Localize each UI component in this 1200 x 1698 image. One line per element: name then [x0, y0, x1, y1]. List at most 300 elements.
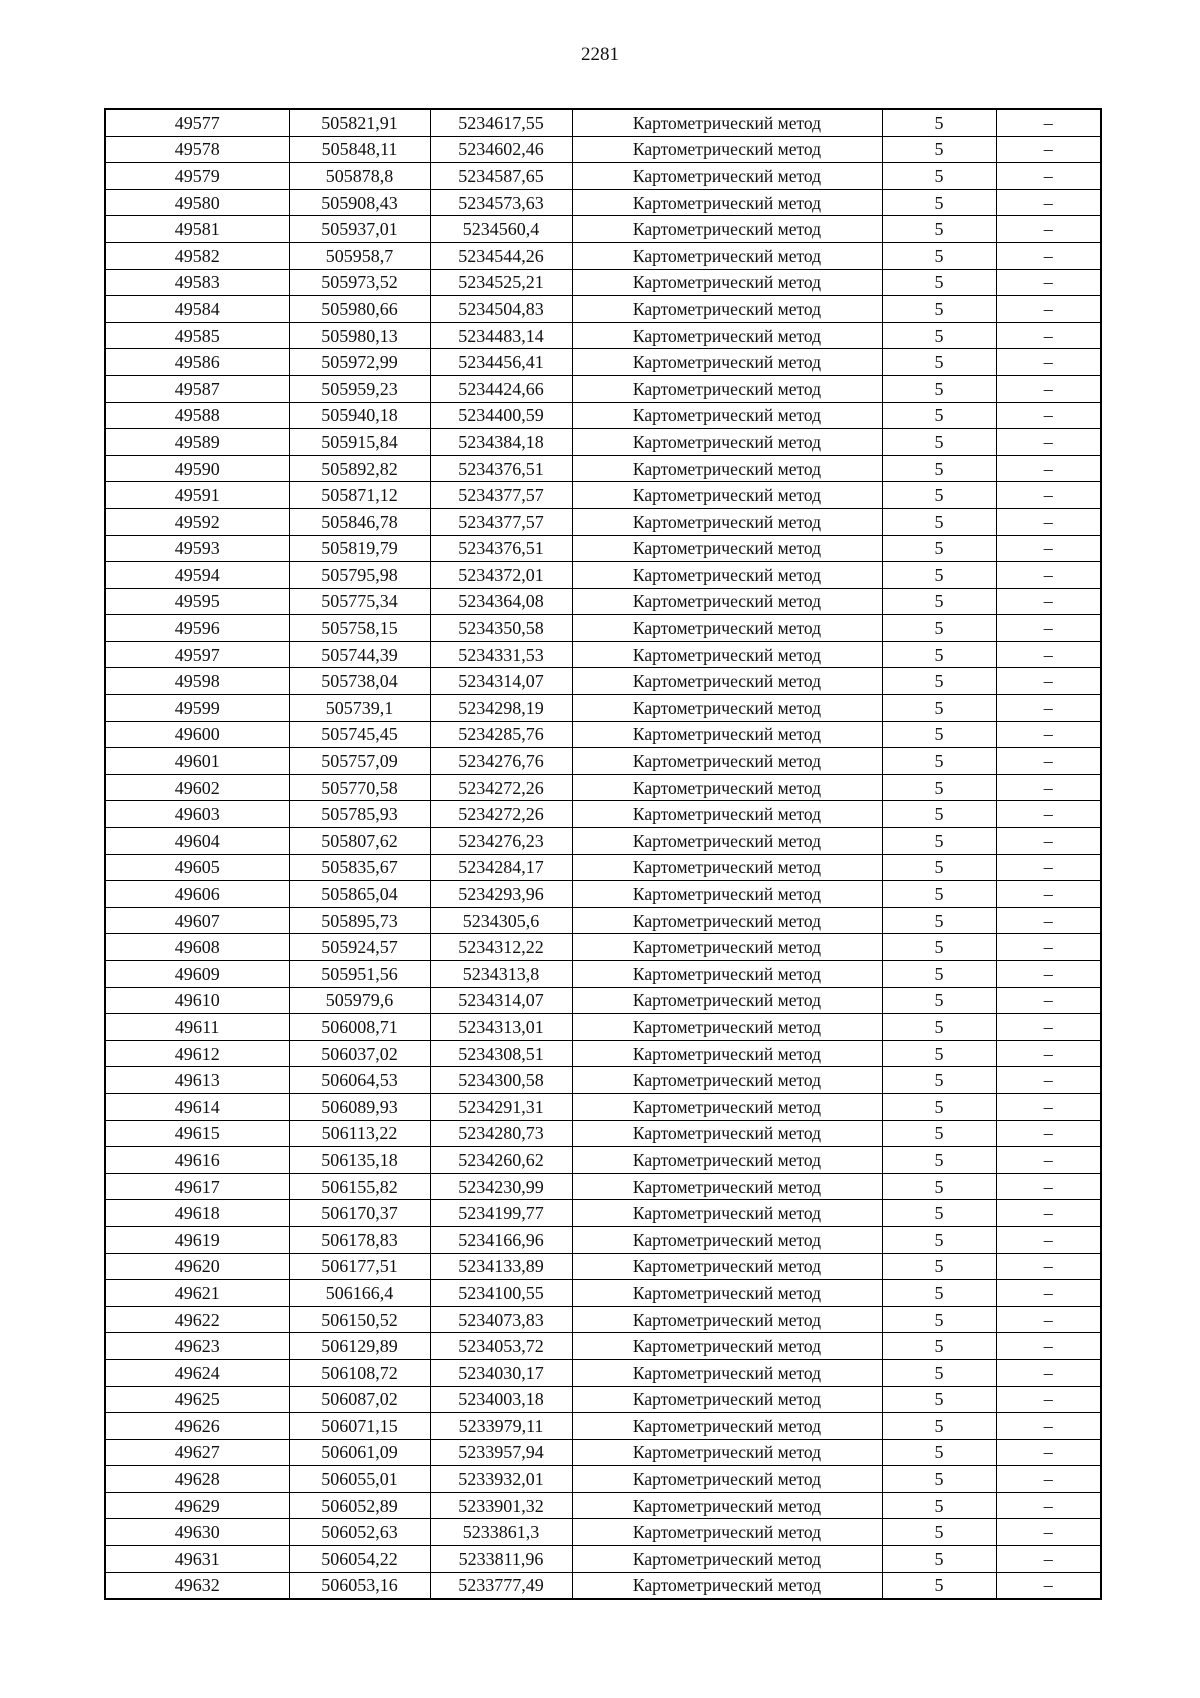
- description-cell: –: [996, 1386, 1101, 1413]
- y-coordinate-cell: 5234424,66: [430, 375, 572, 402]
- y-coordinate-cell: 5234587,65: [430, 163, 572, 190]
- description-cell: –: [996, 615, 1101, 642]
- description-cell: –: [996, 854, 1101, 881]
- point-number-cell: 49600: [105, 721, 289, 748]
- point-number-cell: 49619: [105, 1226, 289, 1253]
- table-row: [105, 535, 1101, 562]
- x-coordinate-cell: 505745,45: [289, 721, 430, 748]
- y-coordinate-cell: 5234331,53: [430, 641, 572, 668]
- point-number-cell: 49623: [105, 1333, 289, 1360]
- accuracy-cell: 5: [882, 774, 996, 801]
- y-coordinate-cell: 5234313,01: [430, 1014, 572, 1041]
- description-cell: –: [996, 402, 1101, 429]
- point-number-cell: 49597: [105, 641, 289, 668]
- method-cell: Картометрический метод: [572, 1200, 882, 1227]
- method-cell: Картометрический метод: [572, 1572, 882, 1599]
- description-cell: –: [996, 1147, 1101, 1174]
- x-coordinate-cell: 505959,23: [289, 375, 430, 402]
- method-cell: Картометрический метод: [572, 695, 882, 722]
- y-coordinate-cell: 5234272,26: [430, 774, 572, 801]
- accuracy-cell: 5: [882, 1386, 996, 1413]
- y-coordinate-cell: 5234230,99: [430, 1173, 572, 1200]
- table-row: [105, 748, 1101, 775]
- accuracy-cell: 5: [882, 216, 996, 243]
- x-coordinate-cell: 505865,04: [289, 881, 430, 908]
- method-cell: Картометрический метод: [572, 774, 882, 801]
- point-number-cell: 49579: [105, 163, 289, 190]
- table-row: [105, 1014, 1101, 1041]
- x-coordinate-cell: 506178,83: [289, 1226, 430, 1253]
- method-cell: Картометрический метод: [572, 828, 882, 855]
- table-row: [105, 482, 1101, 509]
- description-cell: –: [996, 1413, 1101, 1440]
- x-coordinate-cell: 505871,12: [289, 482, 430, 509]
- point-number-cell: 49596: [105, 615, 289, 642]
- point-number-cell: 49621: [105, 1280, 289, 1307]
- x-coordinate-cell: 505951,56: [289, 961, 430, 988]
- table-row: [105, 1120, 1101, 1147]
- x-coordinate-cell: 506177,51: [289, 1253, 430, 1280]
- point-number-cell: 49599: [105, 695, 289, 722]
- description-cell: –: [996, 1040, 1101, 1067]
- method-cell: Картометрический метод: [572, 1147, 882, 1174]
- point-number-cell: 49577: [105, 109, 289, 136]
- x-coordinate-cell: 505940,18: [289, 402, 430, 429]
- accuracy-cell: 5: [882, 1572, 996, 1599]
- point-number-cell: 49582: [105, 242, 289, 269]
- point-number-cell: 49584: [105, 296, 289, 323]
- point-number-cell: 49592: [105, 508, 289, 535]
- accuracy-cell: 5: [882, 881, 996, 908]
- description-cell: –: [996, 1306, 1101, 1333]
- table-row: [105, 1413, 1101, 1440]
- table-row: [105, 109, 1101, 136]
- accuracy-cell: 5: [882, 508, 996, 535]
- method-cell: Картометрический метод: [572, 854, 882, 881]
- y-coordinate-cell: 5234400,59: [430, 402, 572, 429]
- table-row: [105, 641, 1101, 668]
- table-row: [105, 562, 1101, 589]
- table-row: [105, 695, 1101, 722]
- table-row: [105, 216, 1101, 243]
- accuracy-cell: 5: [882, 189, 996, 216]
- y-coordinate-cell: 5234376,51: [430, 455, 572, 482]
- method-cell: Картометрический метод: [572, 1226, 882, 1253]
- x-coordinate-cell: 505795,98: [289, 562, 430, 589]
- x-coordinate-cell: 506008,71: [289, 1014, 430, 1041]
- accuracy-cell: 5: [882, 375, 996, 402]
- point-number-cell: 49594: [105, 562, 289, 589]
- method-cell: Картометрический метод: [572, 588, 882, 615]
- y-coordinate-cell: 5234617,55: [430, 109, 572, 136]
- y-coordinate-cell: 5234285,76: [430, 721, 572, 748]
- y-coordinate-cell: 5233811,96: [430, 1546, 572, 1573]
- method-cell: Картометрический метод: [572, 881, 882, 908]
- x-coordinate-cell: 506087,02: [289, 1386, 430, 1413]
- table-row: [105, 429, 1101, 456]
- accuracy-cell: 5: [882, 109, 996, 136]
- y-coordinate-cell: 5234276,23: [430, 828, 572, 855]
- y-coordinate-cell: 5234483,14: [430, 322, 572, 349]
- point-number-cell: 49631: [105, 1546, 289, 1573]
- accuracy-cell: 5: [882, 429, 996, 456]
- point-number-cell: 49578: [105, 136, 289, 163]
- y-coordinate-cell: 5234293,96: [430, 881, 572, 908]
- accuracy-cell: 5: [882, 296, 996, 323]
- description-cell: –: [996, 1093, 1101, 1120]
- method-cell: Картометрический метод: [572, 1014, 882, 1041]
- table-row: [105, 375, 1101, 402]
- point-number-cell: 49628: [105, 1466, 289, 1493]
- accuracy-cell: 5: [882, 163, 996, 190]
- x-coordinate-cell: 505807,62: [289, 828, 430, 855]
- x-coordinate-cell: 505770,58: [289, 774, 430, 801]
- x-coordinate-cell: 505775,34: [289, 588, 430, 615]
- point-number-cell: 49610: [105, 987, 289, 1014]
- accuracy-cell: 5: [882, 641, 996, 668]
- y-coordinate-cell: 5234053,72: [430, 1333, 572, 1360]
- description-cell: –: [996, 242, 1101, 269]
- description-cell: –: [996, 668, 1101, 695]
- accuracy-cell: 5: [882, 1306, 996, 1333]
- table-row: [105, 1040, 1101, 1067]
- y-coordinate-cell: 5234276,76: [430, 748, 572, 775]
- table-row: [105, 588, 1101, 615]
- y-coordinate-cell: 5234030,17: [430, 1359, 572, 1386]
- point-number-cell: 49607: [105, 907, 289, 934]
- table-row: [105, 322, 1101, 349]
- coordinates-table: [104, 108, 1102, 1600]
- y-coordinate-cell: 5234284,17: [430, 854, 572, 881]
- table-row: [105, 242, 1101, 269]
- description-cell: –: [996, 987, 1101, 1014]
- description-cell: –: [996, 1200, 1101, 1227]
- table-row: [105, 961, 1101, 988]
- point-number-cell: 49609: [105, 961, 289, 988]
- x-coordinate-cell: 506054,22: [289, 1546, 430, 1573]
- y-coordinate-cell: 5234544,26: [430, 242, 572, 269]
- accuracy-cell: 5: [882, 1492, 996, 1519]
- accuracy-cell: 5: [882, 854, 996, 881]
- table-row: [105, 1200, 1101, 1227]
- y-coordinate-cell: 5234313,8: [430, 961, 572, 988]
- y-coordinate-cell: 5234312,22: [430, 934, 572, 961]
- description-cell: –: [996, 1492, 1101, 1519]
- y-coordinate-cell: 5233861,3: [430, 1519, 572, 1546]
- description-cell: –: [996, 1253, 1101, 1280]
- table-row: [105, 1147, 1101, 1174]
- x-coordinate-cell: 506089,93: [289, 1093, 430, 1120]
- y-coordinate-cell: 5233957,94: [430, 1439, 572, 1466]
- description-cell: –: [996, 455, 1101, 482]
- y-coordinate-cell: 5234291,31: [430, 1093, 572, 1120]
- method-cell: Картометрический метод: [572, 721, 882, 748]
- method-cell: Картометрический метод: [572, 1492, 882, 1519]
- method-cell: Картометрический метод: [572, 907, 882, 934]
- description-cell: –: [996, 1226, 1101, 1253]
- description-cell: –: [996, 482, 1101, 509]
- y-coordinate-cell: 5234298,19: [430, 695, 572, 722]
- method-cell: Картометрический метод: [572, 1067, 882, 1094]
- point-number-cell: 49630: [105, 1519, 289, 1546]
- y-coordinate-cell: 5234260,62: [430, 1147, 572, 1174]
- point-number-cell: 49625: [105, 1386, 289, 1413]
- method-cell: Картометрический метод: [572, 562, 882, 589]
- method-cell: Картометрический метод: [572, 1546, 882, 1573]
- accuracy-cell: 5: [882, 668, 996, 695]
- point-number-cell: 49629: [105, 1492, 289, 1519]
- point-number-cell: 49618: [105, 1200, 289, 1227]
- table-row: [105, 1333, 1101, 1360]
- table-row: [105, 987, 1101, 1014]
- y-coordinate-cell: 5234364,08: [430, 588, 572, 615]
- x-coordinate-cell: 506055,01: [289, 1466, 430, 1493]
- method-cell: Картометрический метод: [572, 987, 882, 1014]
- x-coordinate-cell: 505758,15: [289, 615, 430, 642]
- point-number-cell: 49586: [105, 349, 289, 376]
- point-number-cell: 49622: [105, 1306, 289, 1333]
- method-cell: Картометрический метод: [572, 1466, 882, 1493]
- y-coordinate-cell: 5233932,01: [430, 1466, 572, 1493]
- table-row: [105, 1386, 1101, 1413]
- method-cell: Картометрический метод: [572, 615, 882, 642]
- y-coordinate-cell: 5233777,49: [430, 1572, 572, 1599]
- x-coordinate-cell: 506052,63: [289, 1519, 430, 1546]
- table-row: [105, 668, 1101, 695]
- x-coordinate-cell: 506061,09: [289, 1439, 430, 1466]
- y-coordinate-cell: 5234377,57: [430, 508, 572, 535]
- table-row: [105, 801, 1101, 828]
- method-cell: Картометрический метод: [572, 1413, 882, 1440]
- accuracy-cell: 5: [882, 1040, 996, 1067]
- accuracy-cell: 5: [882, 1120, 996, 1147]
- table-row: [105, 1572, 1101, 1599]
- method-cell: Картометрический метод: [572, 1519, 882, 1546]
- y-coordinate-cell: 5233901,32: [430, 1492, 572, 1519]
- x-coordinate-cell: 505980,66: [289, 296, 430, 323]
- x-coordinate-cell: 506166,4: [289, 1280, 430, 1307]
- point-number-cell: 49612: [105, 1040, 289, 1067]
- accuracy-cell: 5: [882, 1173, 996, 1200]
- description-cell: –: [996, 1067, 1101, 1094]
- y-coordinate-cell: 5234166,96: [430, 1226, 572, 1253]
- description-cell: –: [996, 1014, 1101, 1041]
- table-body: [105, 109, 1101, 1599]
- method-cell: Картометрический метод: [572, 934, 882, 961]
- accuracy-cell: 5: [882, 801, 996, 828]
- x-coordinate-cell: 505979,6: [289, 987, 430, 1014]
- point-number-cell: 49604: [105, 828, 289, 855]
- method-cell: Картометрический метод: [572, 961, 882, 988]
- method-cell: Картометрический метод: [572, 402, 882, 429]
- x-coordinate-cell: 506108,72: [289, 1359, 430, 1386]
- description-cell: –: [996, 429, 1101, 456]
- accuracy-cell: 5: [882, 455, 996, 482]
- point-number-cell: 49605: [105, 854, 289, 881]
- accuracy-cell: 5: [882, 482, 996, 509]
- x-coordinate-cell: 505892,82: [289, 455, 430, 482]
- description-cell: –: [996, 1333, 1101, 1360]
- point-number-cell: 49602: [105, 774, 289, 801]
- accuracy-cell: 5: [882, 1519, 996, 1546]
- accuracy-cell: 5: [882, 1200, 996, 1227]
- table-row: [105, 455, 1101, 482]
- y-coordinate-cell: 5234308,51: [430, 1040, 572, 1067]
- x-coordinate-cell: 506064,53: [289, 1067, 430, 1094]
- table-row: [105, 854, 1101, 881]
- x-coordinate-cell: 505785,93: [289, 801, 430, 828]
- table-row: [105, 349, 1101, 376]
- x-coordinate-cell: 505744,39: [289, 641, 430, 668]
- point-number-cell: 49613: [105, 1067, 289, 1094]
- description-cell: –: [996, 1546, 1101, 1573]
- x-coordinate-cell: 506071,15: [289, 1413, 430, 1440]
- accuracy-cell: 5: [882, 1439, 996, 1466]
- table-row: [105, 1280, 1101, 1307]
- table-row: [105, 907, 1101, 934]
- accuracy-cell: 5: [882, 1067, 996, 1094]
- method-cell: Картометрический метод: [572, 429, 882, 456]
- point-number-cell: 49620: [105, 1253, 289, 1280]
- table-row: [105, 1492, 1101, 1519]
- y-coordinate-cell: 5233979,11: [430, 1413, 572, 1440]
- x-coordinate-cell: 506155,82: [289, 1173, 430, 1200]
- x-coordinate-cell: 505908,43: [289, 189, 430, 216]
- point-number-cell: 49617: [105, 1173, 289, 1200]
- description-cell: –: [996, 1173, 1101, 1200]
- accuracy-cell: 5: [882, 322, 996, 349]
- description-cell: –: [996, 641, 1101, 668]
- y-coordinate-cell: 5234560,4: [430, 216, 572, 243]
- x-coordinate-cell: 506052,89: [289, 1492, 430, 1519]
- x-coordinate-cell: 505972,99: [289, 349, 430, 376]
- x-coordinate-cell: 505937,01: [289, 216, 430, 243]
- method-cell: Картометрический метод: [572, 109, 882, 136]
- method-cell: Картометрический метод: [572, 1306, 882, 1333]
- accuracy-cell: 5: [882, 615, 996, 642]
- method-cell: Картометрический метод: [572, 242, 882, 269]
- accuracy-cell: 5: [882, 961, 996, 988]
- table-row: [105, 881, 1101, 908]
- description-cell: –: [996, 1466, 1101, 1493]
- page-number: 2281: [581, 44, 619, 65]
- y-coordinate-cell: 5234100,55: [430, 1280, 572, 1307]
- method-cell: Картометрический метод: [572, 1359, 882, 1386]
- method-cell: Картометрический метод: [572, 1253, 882, 1280]
- accuracy-cell: 5: [882, 1280, 996, 1307]
- table-row: [105, 1067, 1101, 1094]
- description-cell: –: [996, 1280, 1101, 1307]
- description-cell: –: [996, 748, 1101, 775]
- y-coordinate-cell: 5234300,58: [430, 1067, 572, 1094]
- accuracy-cell: 5: [882, 1546, 996, 1573]
- x-coordinate-cell: 506150,52: [289, 1306, 430, 1333]
- accuracy-cell: 5: [882, 695, 996, 722]
- method-cell: Картометрический метод: [572, 189, 882, 216]
- accuracy-cell: 5: [882, 402, 996, 429]
- table-row: [105, 721, 1101, 748]
- description-cell: –: [996, 1120, 1101, 1147]
- x-coordinate-cell: 505924,57: [289, 934, 430, 961]
- table-row: [105, 189, 1101, 216]
- point-number-cell: 49580: [105, 189, 289, 216]
- method-cell: Картометрический метод: [572, 136, 882, 163]
- description-cell: –: [996, 296, 1101, 323]
- description-cell: –: [996, 109, 1101, 136]
- accuracy-cell: 5: [882, 987, 996, 1014]
- x-coordinate-cell: 505915,84: [289, 429, 430, 456]
- x-coordinate-cell: 505821,91: [289, 109, 430, 136]
- x-coordinate-cell: 505895,73: [289, 907, 430, 934]
- point-number-cell: 49587: [105, 375, 289, 402]
- accuracy-cell: 5: [882, 907, 996, 934]
- point-number-cell: 49615: [105, 1120, 289, 1147]
- accuracy-cell: 5: [882, 1413, 996, 1440]
- table-row: [105, 1546, 1101, 1573]
- accuracy-cell: 5: [882, 1333, 996, 1360]
- method-cell: Картометрический метод: [572, 641, 882, 668]
- description-cell: –: [996, 349, 1101, 376]
- y-coordinate-cell: 5234377,57: [430, 482, 572, 509]
- x-coordinate-cell: 505980,13: [289, 322, 430, 349]
- method-cell: Картометрический метод: [572, 296, 882, 323]
- description-cell: –: [996, 721, 1101, 748]
- method-cell: Картометрический метод: [572, 1439, 882, 1466]
- accuracy-cell: 5: [882, 1226, 996, 1253]
- y-coordinate-cell: 5234073,83: [430, 1306, 572, 1333]
- accuracy-cell: 5: [882, 748, 996, 775]
- method-cell: Картометрический метод: [572, 508, 882, 535]
- table-row: [105, 296, 1101, 323]
- method-cell: Картометрический метод: [572, 1280, 882, 1307]
- x-coordinate-cell: 506113,22: [289, 1120, 430, 1147]
- accuracy-cell: 5: [882, 349, 996, 376]
- point-number-cell: 49601: [105, 748, 289, 775]
- method-cell: Картометрический метод: [572, 1173, 882, 1200]
- x-coordinate-cell: 506135,18: [289, 1147, 430, 1174]
- point-number-cell: 49595: [105, 588, 289, 615]
- table-row: [105, 1173, 1101, 1200]
- accuracy-cell: 5: [882, 562, 996, 589]
- y-coordinate-cell: 5234372,01: [430, 562, 572, 589]
- point-number-cell: 49591: [105, 482, 289, 509]
- point-number-cell: 49585: [105, 322, 289, 349]
- method-cell: Картометрический метод: [572, 1040, 882, 1067]
- method-cell: Картометрический метод: [572, 668, 882, 695]
- description-cell: –: [996, 695, 1101, 722]
- y-coordinate-cell: 5234199,77: [430, 1200, 572, 1227]
- accuracy-cell: 5: [882, 1253, 996, 1280]
- table-row: [105, 163, 1101, 190]
- point-number-cell: 49603: [105, 801, 289, 828]
- y-coordinate-cell: 5234133,89: [430, 1253, 572, 1280]
- y-coordinate-cell: 5234350,58: [430, 615, 572, 642]
- table-row: [105, 828, 1101, 855]
- accuracy-cell: 5: [882, 828, 996, 855]
- description-cell: –: [996, 934, 1101, 961]
- y-coordinate-cell: 5234314,07: [430, 987, 572, 1014]
- accuracy-cell: 5: [882, 1147, 996, 1174]
- description-cell: –: [996, 216, 1101, 243]
- x-coordinate-cell: 505819,79: [289, 535, 430, 562]
- table-row: [105, 1519, 1101, 1546]
- description-cell: –: [996, 1572, 1101, 1599]
- accuracy-cell: 5: [882, 136, 996, 163]
- x-coordinate-cell: 505846,78: [289, 508, 430, 535]
- x-coordinate-cell: 505835,67: [289, 854, 430, 881]
- x-coordinate-cell: 506037,02: [289, 1040, 430, 1067]
- y-coordinate-cell: 5234456,41: [430, 349, 572, 376]
